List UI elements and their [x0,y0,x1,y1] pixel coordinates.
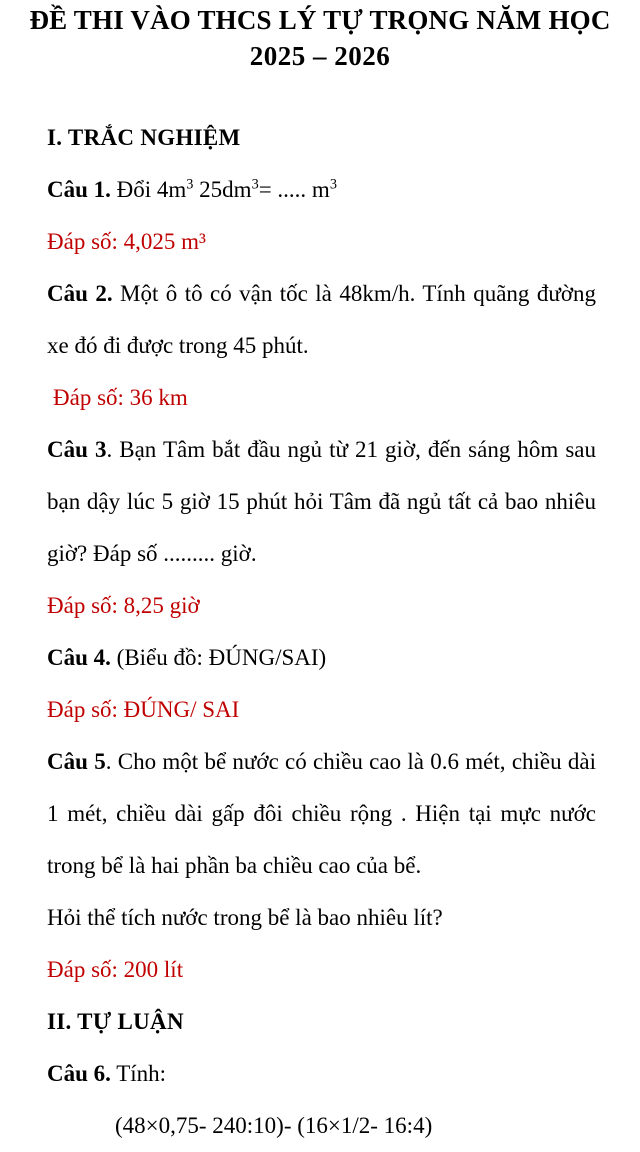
question-4 [47,632,596,684]
document-title [0,2,640,74]
question-1-text-c: = ..... m [258,177,330,202]
answer-4: Đáp số: ĐÚNG/ SAI [47,697,240,722]
document-body [47,112,596,1152]
answer-2: Đáp số: 36 km [53,385,188,410]
question-2-label: Câu 2. [47,281,113,306]
question-5-line-2: Hỏi thể tích nước trong bể là bao nhiêu lít? [47,905,443,930]
question-1-label: Câu 1. [47,177,111,202]
answer-5: Đáp số: 200 lít [47,957,184,982]
question-1-sup-2: 3 [251,176,259,193]
question-1 [47,164,596,216]
question-3 [47,424,596,580]
question-6 [47,1048,596,1100]
answer-3: Đáp số: 8,25 giờ [47,593,200,618]
question-5-text: . Cho một bể nước có chiều cao là 0.6 mét, chiều dài 1 mét, chiều dài gấp đôi chiều rộng . Hiện tại mực nước trong bể là hai phần ba chiều cao của bể. [47,749,597,878]
title-line-1: ĐỀ THI VÀO THCS LÝ TỰ TRỌNG NĂM HỌC [29,5,611,35]
question-6-text: Tính: [110,1061,167,1086]
question-4-label: Câu 4. [47,645,111,670]
question-1-text-a: Đổi 4m [110,177,187,202]
section-heading-tu-luan: II. TỰ LUẬN [47,1009,184,1034]
question-1-text-b: 25dm [193,177,252,202]
question-5-label: Câu 5 [47,749,106,774]
question-3-label: Câu 3 [47,437,107,462]
question-2 [47,268,596,372]
question-3-text: . Bạn Tâm bắt đầu ngủ từ 21 giờ, đến sáng hôm sau bạn dậy lúc 5 giờ 15 phút hỏi Tâm đã ngủ tất cả bao nhiêu giờ? Đáp số ......... giờ. [47,437,596,566]
title-line-2: 2025 – 2026 [249,41,391,71]
question-2-text: Một ô tô có vận tốc là 48km/h. Tính quãng đường xe đó đi được trong 45 phút. [47,281,596,358]
question-6-label: Câu 6. [47,1061,111,1086]
question-5 [47,736,596,892]
question-4-text: (Biểu đồ: ĐÚNG/SAI) [110,645,327,670]
answer-1: Đáp số: 4,025 m³ [47,229,206,254]
question-6-formula: (48×0,75- 240:10)- (16×1/2- 16:4) [115,1113,433,1138]
question-1-sup-3: 3 [329,176,337,193]
question-1-sup-1: 3 [186,176,194,193]
section-heading-trac-nghiem: I. TRẮC NGHIỆM [47,125,241,150]
